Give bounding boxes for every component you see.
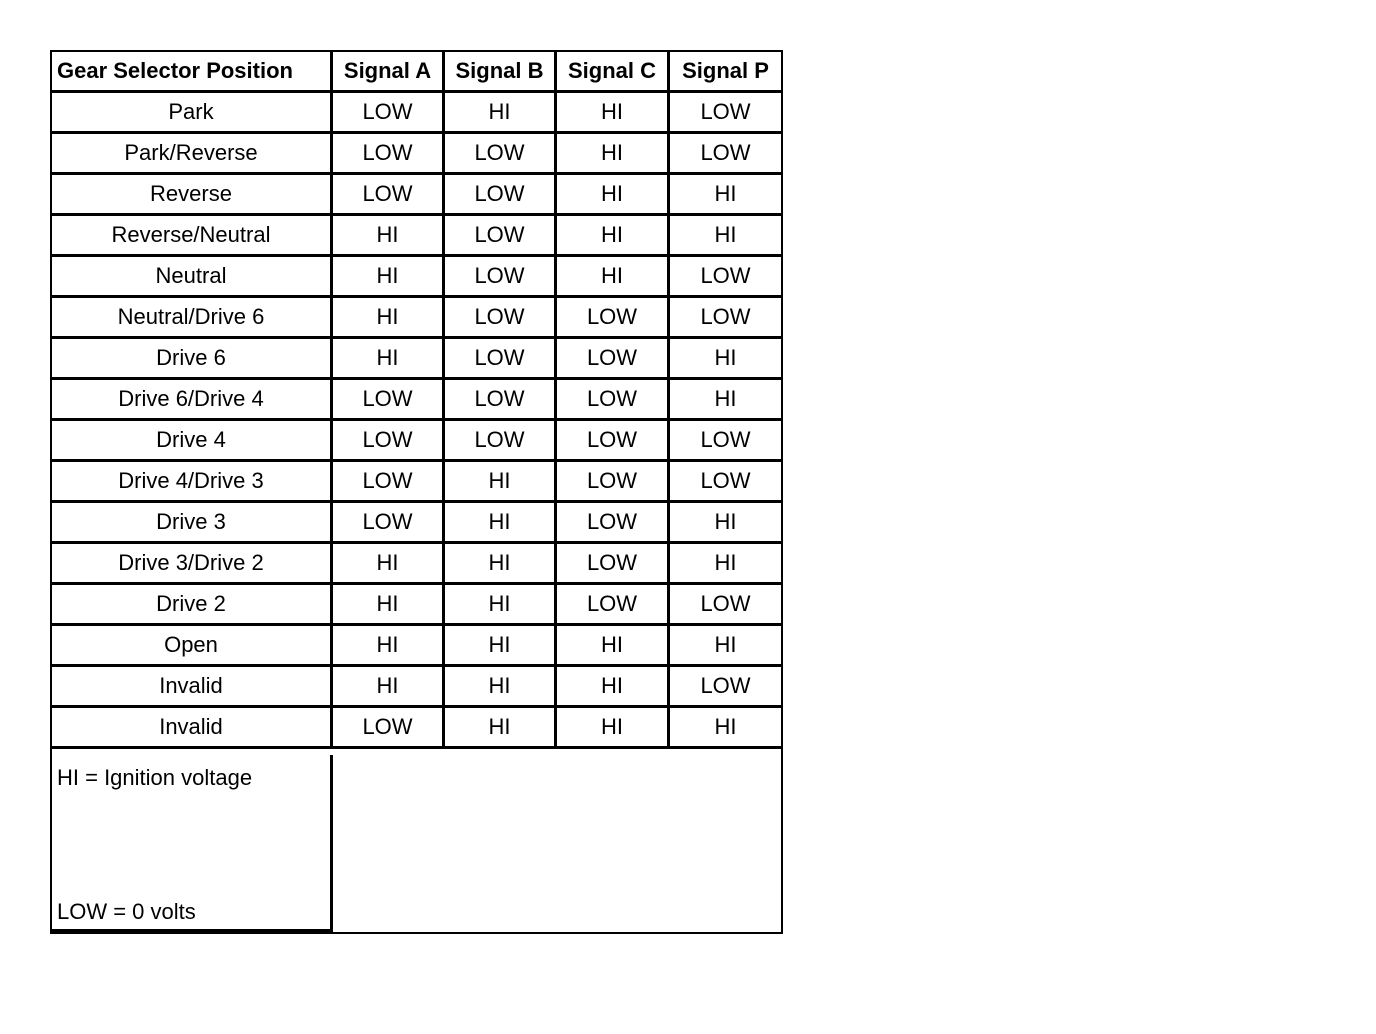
signal-cell: HI bbox=[445, 667, 557, 705]
signal-cell: LOW bbox=[557, 503, 670, 541]
signal-cell: HI bbox=[445, 585, 557, 623]
table-row bbox=[52, 175, 781, 216]
signal-cell: LOW bbox=[333, 421, 445, 459]
table-row bbox=[52, 339, 781, 380]
signal-cell: HI bbox=[557, 175, 670, 213]
signal-cell: HI bbox=[557, 626, 670, 664]
signal-cell: LOW bbox=[557, 380, 670, 418]
signal-cell: LOW bbox=[333, 462, 445, 500]
signal-cell: HI bbox=[714, 345, 737, 370]
signal-cell: LOW bbox=[700, 591, 751, 616]
signal-cell: LOW bbox=[333, 708, 445, 746]
signal-cell: LOW bbox=[557, 421, 670, 459]
signal-cell: LOW bbox=[445, 134, 557, 172]
signal-cell: HI bbox=[714, 386, 737, 411]
gear-position-cell: Drive 4/Drive 3 bbox=[52, 462, 333, 500]
gear-position-cell: Reverse bbox=[52, 175, 333, 213]
table-row bbox=[52, 544, 781, 585]
signal-cell: LOW bbox=[700, 263, 751, 288]
signal-cell: HI bbox=[557, 708, 670, 746]
signal-cell: HI bbox=[714, 222, 737, 247]
gear-position-cell: Drive 3 bbox=[52, 503, 333, 541]
table-row bbox=[52, 380, 781, 421]
signal-cell: LOW bbox=[700, 427, 751, 452]
gear-position-cell: Invalid bbox=[52, 708, 333, 746]
signal-cell: LOW bbox=[700, 99, 751, 124]
legend-low-text: LOW = 0 volts bbox=[57, 899, 196, 924]
gear-selector-signal-table bbox=[50, 50, 783, 934]
table-row bbox=[52, 93, 781, 134]
signal-cell: HI bbox=[445, 503, 557, 541]
signal-cell: LOW bbox=[445, 175, 557, 213]
signal-cell: LOW bbox=[700, 468, 751, 493]
signal-cell: LOW bbox=[557, 544, 670, 582]
column-header: Signal C bbox=[557, 52, 670, 90]
gear-position-cell: Drive 4 bbox=[52, 421, 333, 459]
signal-cell: HI bbox=[333, 339, 445, 377]
signal-cell: LOW bbox=[445, 257, 557, 295]
signal-cell: HI bbox=[557, 667, 670, 705]
column-header: Signal B bbox=[445, 52, 557, 90]
signal-cell: LOW bbox=[557, 585, 670, 623]
gear-position-cell: Drive 6 bbox=[52, 339, 333, 377]
gear-position-cell: Drive 3/Drive 2 bbox=[52, 544, 333, 582]
signal-cell: HI bbox=[557, 93, 670, 131]
signal-cell: LOW bbox=[333, 380, 445, 418]
legend bbox=[52, 755, 781, 932]
signal-cell: HI bbox=[333, 216, 445, 254]
table-header-row bbox=[52, 52, 781, 93]
signal-cell: LOW bbox=[700, 140, 751, 165]
signal-cell: HI bbox=[333, 544, 445, 582]
signal-cell: HI bbox=[333, 298, 445, 336]
signal-cell: LOW bbox=[333, 93, 445, 131]
table-row bbox=[52, 585, 781, 626]
signal-cell: HI bbox=[557, 216, 670, 254]
table-row bbox=[52, 462, 781, 503]
signal-cell: HI bbox=[333, 585, 445, 623]
gear-position-cell: Drive 6/Drive 4 bbox=[52, 380, 333, 418]
table-row bbox=[52, 667, 781, 708]
table-row bbox=[52, 503, 781, 544]
signal-cell: HI bbox=[445, 462, 557, 500]
column-header: Signal A bbox=[333, 52, 445, 90]
signal-cell: LOW bbox=[445, 216, 557, 254]
gear-position-cell: Neutral/Drive 6 bbox=[52, 298, 333, 336]
signal-cell: HI bbox=[333, 626, 445, 664]
signal-cell: HI bbox=[714, 632, 737, 657]
table-row bbox=[52, 421, 781, 462]
signal-cell: LOW bbox=[445, 339, 557, 377]
gear-position-cell: Reverse/Neutral bbox=[52, 216, 333, 254]
signal-cell: LOW bbox=[445, 298, 557, 336]
column-header: Gear Selector Position bbox=[52, 52, 333, 90]
legend-cell bbox=[52, 755, 333, 932]
signal-cell: LOW bbox=[333, 175, 445, 213]
gear-position-cell: Neutral bbox=[52, 257, 333, 295]
table-row bbox=[52, 298, 781, 339]
gear-position-cell: Park bbox=[52, 93, 333, 131]
signal-cell: LOW bbox=[445, 380, 557, 418]
gear-position-cell: Invalid bbox=[52, 667, 333, 705]
signal-cell: HI bbox=[445, 93, 557, 131]
gear-position-cell: Park/Reverse bbox=[52, 134, 333, 172]
gear-position-cell: Drive 2 bbox=[52, 585, 333, 623]
table-row bbox=[52, 708, 781, 749]
signal-cell: LOW bbox=[557, 339, 670, 377]
legend-hi-text: HI = Ignition voltage bbox=[57, 765, 253, 790]
signal-cell: LOW bbox=[333, 134, 445, 172]
signal-cell: LOW bbox=[700, 673, 751, 698]
table-row bbox=[52, 216, 781, 257]
signal-cell: HI bbox=[714, 181, 737, 206]
signal-cell: HI bbox=[714, 550, 737, 575]
signal-cell: LOW bbox=[333, 503, 445, 541]
table-row bbox=[52, 626, 781, 667]
signal-cell: LOW bbox=[445, 421, 557, 459]
table-row bbox=[52, 257, 781, 298]
signal-cell: HI bbox=[445, 544, 557, 582]
signal-cell: LOW bbox=[557, 462, 670, 500]
signal-cell: HI bbox=[445, 626, 557, 664]
table-row bbox=[52, 134, 781, 175]
signal-cell: HI bbox=[714, 509, 737, 534]
signal-cell: LOW bbox=[557, 298, 670, 336]
signal-cell: HI bbox=[714, 714, 737, 739]
column-header: Signal P bbox=[682, 58, 769, 83]
signal-cell: LOW bbox=[700, 304, 751, 329]
legend-empty-cell bbox=[333, 755, 781, 932]
signal-cell: HI bbox=[557, 134, 670, 172]
signal-cell: HI bbox=[333, 667, 445, 705]
signal-cell: HI bbox=[333, 257, 445, 295]
gear-position-cell: Open bbox=[52, 626, 333, 664]
signal-cell: HI bbox=[445, 708, 557, 746]
signal-cell: HI bbox=[557, 257, 670, 295]
